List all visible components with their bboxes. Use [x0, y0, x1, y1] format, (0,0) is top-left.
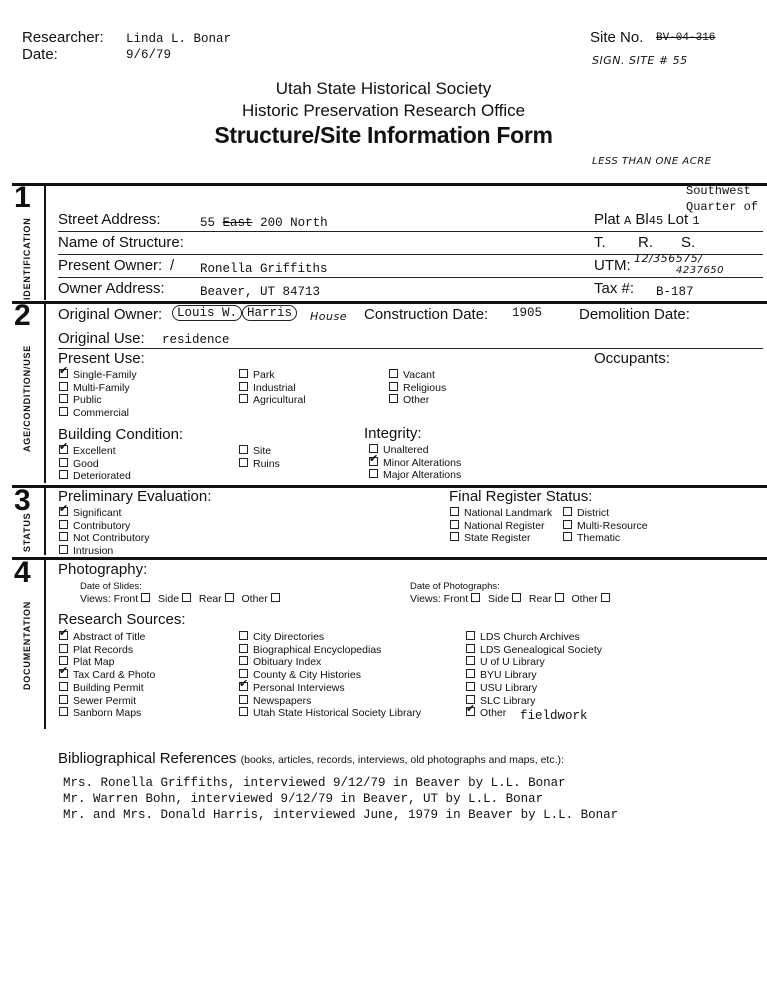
- original-owner-first: Louis W.: [172, 305, 242, 321]
- researcher-value: Linda L. Bonar: [126, 32, 232, 46]
- checkbox[interactable]: [239, 682, 248, 691]
- checkbox-row[interactable]: Sanborn Maps: [59, 707, 155, 720]
- checkbox[interactable]: [239, 631, 248, 640]
- checkbox-row[interactable]: Newspapers: [239, 695, 421, 708]
- section4-vertical-rule: [44, 559, 46, 729]
- present-use-col3: [389, 369, 446, 407]
- title-office: Historic Preservation Research Office: [241, 101, 526, 120]
- checkbox-row[interactable]: ✔Tax Card & Photo: [59, 669, 155, 682]
- construction-date-label: Construction Date:: [364, 306, 489, 323]
- checkbox-row[interactable]: National Landmark: [450, 507, 552, 520]
- checkbox-row[interactable]: Building Permit: [59, 682, 155, 695]
- condition-col2: [239, 445, 280, 470]
- checkbox[interactable]: [59, 445, 68, 454]
- checkbox[interactable]: [239, 458, 248, 467]
- checkbox[interactable]: [555, 593, 564, 602]
- checkbox-row[interactable]: Other: [389, 394, 446, 407]
- references-list: [63, 775, 618, 823]
- checkbox[interactable]: [59, 644, 68, 653]
- checkbox-row[interactable]: State Register: [450, 532, 552, 545]
- checkbox[interactable]: [450, 532, 459, 541]
- section4-top-rule: [12, 557, 767, 560]
- checkbox[interactable]: [239, 369, 248, 378]
- checkbox[interactable]: [59, 532, 68, 541]
- date-of-slides-label: Date of Slides:: [80, 581, 142, 592]
- street-address-value: [200, 216, 328, 230]
- reference-item: Mr. Warren Bohn, interviewed 9/12/79 in Beaver, UT by L.L. Bonar: [63, 792, 544, 806]
- site-no-label: Site No.: [590, 29, 644, 46]
- checkbox-row[interactable]: LDS Genealogical Society: [466, 644, 602, 657]
- date-label: Date:: [22, 46, 58, 63]
- bibliographical-note: (books, articles, records, interviews, old photographs and maps, etc.):: [240, 754, 564, 766]
- checkbox-row[interactable]: Commercial: [59, 407, 137, 420]
- checkbox-row[interactable]: Deteriorated: [59, 470, 131, 483]
- checkbox[interactable]: [239, 445, 248, 454]
- occupants-label: Occupants:: [594, 350, 670, 367]
- checkbox-row[interactable]: Agricultural: [239, 394, 306, 407]
- checkbox[interactable]: [389, 394, 398, 403]
- checkbox[interactable]: [471, 593, 480, 602]
- photography-label: Photography:: [58, 561, 148, 578]
- original-owner-last: Harris: [242, 305, 297, 321]
- acreage-note: LESS THAN ONE ACRE: [592, 156, 712, 167]
- checkbox[interactable]: [466, 682, 475, 691]
- r-label: R.: [638, 234, 653, 251]
- checkbox[interactable]: [59, 520, 68, 529]
- checkbox-row[interactable]: Obituary Index: [239, 656, 421, 669]
- preliminary-evaluation-label: Preliminary Evaluation:: [58, 488, 212, 505]
- plat-field: [594, 211, 700, 228]
- section1-side-label: IDENTIFICATION: [22, 217, 32, 300]
- checkbox-row[interactable]: SLC Library: [466, 695, 602, 708]
- checkbox-row[interactable]: Intrusion: [59, 545, 149, 558]
- checkbox[interactable]: [466, 631, 475, 640]
- original-owner-label: Original Owner:: [58, 306, 163, 323]
- checkbox[interactable]: [450, 520, 459, 529]
- section4-number: 4: [14, 556, 31, 589]
- owner-address-value: Beaver, UT 84713: [200, 285, 321, 299]
- checkbox-row[interactable]: Industrial: [239, 382, 306, 395]
- plat-label: Plat: [594, 211, 620, 228]
- checkbox[interactable]: [59, 545, 68, 554]
- checkbox-row[interactable]: National Register: [450, 520, 552, 533]
- checkbox-row[interactable]: Major Alterations: [369, 469, 461, 482]
- research-sources-label: Research Sources:: [58, 611, 186, 628]
- date-of-photographs-label: Date of Photographs:: [410, 581, 500, 592]
- lot-label: Lot: [667, 211, 689, 228]
- checkbox[interactable]: [59, 394, 68, 403]
- checkbox[interactable]: [389, 382, 398, 391]
- original-use-label: Original Use:: [58, 330, 145, 347]
- present-use-label: Present Use:: [58, 350, 145, 367]
- tax-value: B-187: [656, 285, 694, 299]
- checkbox-row[interactable]: Plat Records: [59, 644, 155, 657]
- checkbox-row[interactable]: ✔Other: [466, 707, 602, 720]
- final-register-label: Final Register Status:: [449, 488, 593, 505]
- checkbox[interactable]: [59, 707, 68, 716]
- checkbox[interactable]: [59, 669, 68, 678]
- checkbox[interactable]: [389, 369, 398, 378]
- reference-item: Mrs. Ronella Griffiths, interviewed 9/12/79 in Beaver by L.L. Bonar: [63, 776, 566, 790]
- present-owner-label: Present Owner:: [58, 257, 163, 274]
- location-note-2: Quarter of: [686, 200, 759, 214]
- lot-value: 1: [692, 214, 700, 228]
- checkbox[interactable]: [59, 507, 68, 516]
- section3-side-label: STATUS: [22, 512, 32, 552]
- checkbox[interactable]: [466, 669, 475, 678]
- utm-line-1: 12/356575/: [634, 252, 703, 265]
- site-handwritten-note: SIGN. SITE # 55: [592, 54, 688, 67]
- checkbox-row[interactable]: District: [563, 507, 648, 520]
- demolition-date-label: Demolition Date:: [579, 306, 690, 323]
- utm-line-2: 4237650: [676, 265, 725, 276]
- checkbox[interactable]: [225, 593, 234, 602]
- checkbox-row[interactable]: Multi-Family: [59, 382, 137, 395]
- section1-number: 1: [14, 181, 31, 214]
- plat-value: A: [624, 214, 632, 228]
- present-owner-mark: /: [170, 257, 175, 274]
- checkbox-row[interactable]: Plat Map: [59, 656, 155, 669]
- checkbox[interactable]: [239, 695, 248, 704]
- street-address-label: Street Address:: [58, 211, 161, 228]
- checkbox-row[interactable]: LDS Church Archives: [466, 631, 602, 644]
- final-col2: [563, 507, 648, 545]
- checkbox[interactable]: [369, 457, 378, 466]
- checkbox[interactable]: [563, 507, 572, 516]
- photo-views: Views: Front Side Rear Other: [410, 593, 615, 605]
- section2-number: 2: [14, 299, 31, 332]
- checkbox-row[interactable]: Not Contributory: [59, 532, 149, 545]
- checkbox[interactable]: [239, 707, 248, 716]
- checkbox-row[interactable]: Contributory: [59, 520, 149, 533]
- owner-address-label: Owner Address:: [58, 280, 165, 297]
- checkbox-row[interactable]: Public: [59, 394, 137, 407]
- section2-side-label: AGE/CONDITION/USE: [22, 344, 32, 452]
- checkbox[interactable]: [369, 469, 378, 478]
- checkbox-row[interactable]: ✔Personal Interviews: [239, 682, 421, 695]
- section4-side-label: DOCUMENTATION: [22, 600, 32, 690]
- structure-name-label: Name of Structure:: [58, 234, 184, 251]
- checkbox[interactable]: [141, 593, 150, 602]
- research-col3: [466, 631, 602, 720]
- t-label: T.: [594, 234, 606, 251]
- checkbox[interactable]: [512, 593, 521, 602]
- checkbox-row[interactable]: ✔Significant: [59, 507, 149, 520]
- tax-label: Tax #:: [594, 280, 635, 297]
- s-label: S.: [681, 234, 696, 251]
- title-form: Structure/Site Information Form: [214, 122, 553, 148]
- checkbox[interactable]: [59, 470, 68, 479]
- present-owner-value: Ronella Griffiths: [200, 262, 328, 276]
- checkbox[interactable]: [563, 520, 572, 529]
- checkbox-row[interactable]: Good: [59, 458, 131, 471]
- checkbox[interactable]: [59, 631, 68, 640]
- row-rule: [58, 231, 763, 232]
- integrity-label: Integrity:: [364, 425, 422, 442]
- checkbox-row[interactable]: Site: [239, 445, 280, 458]
- checkbox-row[interactable]: Ruins: [239, 458, 280, 471]
- building-condition-label: Building Condition:: [58, 426, 184, 443]
- prelim-col: [59, 507, 149, 557]
- other-source-value: fieldwork: [520, 709, 588, 723]
- checkbox[interactable]: [239, 644, 248, 653]
- checkbox-row[interactable]: BYU Library: [466, 669, 602, 682]
- checkbox-row[interactable]: City Directories: [239, 631, 421, 644]
- reference-item: Mr. and Mrs. Donald Harris, interviewed June, 1979 in Beaver by L.L. Bonar: [63, 808, 619, 822]
- row-rule: [58, 348, 763, 349]
- final-col1: [450, 507, 552, 545]
- checkbox-row[interactable]: Sewer Permit: [59, 695, 155, 708]
- checkbox-row[interactable]: U of U Library: [466, 656, 602, 669]
- research-col1: [59, 631, 155, 720]
- checkbox[interactable]: [59, 407, 68, 416]
- checkbox-row[interactable]: Religious: [389, 382, 446, 395]
- checkbox-row[interactable]: Biographical Encyclopedias: [239, 644, 421, 657]
- checkbox[interactable]: [271, 593, 280, 602]
- original-owner-hand: House: [310, 310, 347, 323]
- row-rule: [58, 277, 763, 278]
- checkbox[interactable]: [59, 682, 68, 691]
- bl-value: 45: [648, 214, 664, 228]
- present-use-col1: [59, 369, 137, 419]
- checkbox[interactable]: [239, 394, 248, 403]
- research-col2: [239, 631, 421, 720]
- checkbox[interactable]: [182, 593, 191, 602]
- checkbox-row[interactable]: Park: [239, 369, 306, 382]
- title-society: Utah State Historical Society: [275, 79, 492, 98]
- section3-number: 3: [14, 484, 31, 517]
- site-no-value: BV-04-316: [656, 32, 716, 44]
- checkbox-row[interactable]: Unaltered: [369, 444, 461, 457]
- checkbox-row[interactable]: ✔Abstract of Title: [59, 631, 155, 644]
- checkbox-row[interactable]: ✔Excellent: [59, 445, 131, 458]
- checkbox[interactable]: [450, 507, 459, 516]
- street-direction: East: [222, 216, 253, 230]
- bibliographical-label: Bibliographical References: [58, 750, 237, 767]
- original-use-value: residence: [162, 333, 230, 347]
- location-note-1: Southwest: [686, 184, 751, 198]
- original-owner-value: [172, 306, 297, 320]
- checkbox[interactable]: [563, 532, 572, 541]
- street-number: 55: [200, 216, 216, 230]
- checkbox[interactable]: [59, 695, 68, 704]
- checkbox-row[interactable]: ✔Minor Alterations: [369, 457, 461, 470]
- checkbox[interactable]: [466, 656, 475, 665]
- bl-label: Bl: [635, 211, 649, 228]
- integrity-col: [369, 444, 461, 482]
- checkbox-row[interactable]: Multi-Resource: [563, 520, 648, 533]
- construction-date-value: 1905: [512, 306, 543, 320]
- section1-vertical-rule: [44, 185, 46, 300]
- section1-top-rule: [12, 183, 767, 186]
- checkbox[interactable]: [59, 369, 68, 378]
- checkbox[interactable]: [601, 593, 610, 602]
- slides-views: Views: Front Side Rear Other: [80, 593, 285, 605]
- utm-label: UTM:: [594, 257, 631, 274]
- checkbox[interactable]: [466, 707, 475, 716]
- checkbox-row[interactable]: ✔Single-Family: [59, 369, 137, 382]
- date-value: 9/6/79: [126, 48, 172, 62]
- present-use-col2: [239, 369, 306, 407]
- section2-vertical-rule: [44, 303, 46, 483]
- street-rest: 200 North: [260, 216, 328, 230]
- researcher-label: Researcher:: [22, 29, 104, 46]
- section3-vertical-rule: [44, 487, 46, 555]
- checkbox[interactable]: [239, 656, 248, 665]
- checkbox-row[interactable]: County & City Histories: [239, 669, 421, 682]
- checkbox-row[interactable]: USU Library: [466, 682, 602, 695]
- checkbox[interactable]: [239, 382, 248, 391]
- checkbox[interactable]: [466, 644, 475, 653]
- checkbox[interactable]: [59, 458, 68, 467]
- bibliographical-references: [58, 750, 564, 767]
- checkbox-row[interactable]: Thematic: [563, 532, 648, 545]
- checkbox[interactable]: [59, 382, 68, 391]
- checkbox-row[interactable]: Utah State Historical Society Library: [239, 707, 421, 720]
- section2-top-rule: [12, 301, 767, 304]
- checkbox-row[interactable]: Vacant: [389, 369, 446, 382]
- condition-col1: [59, 445, 131, 483]
